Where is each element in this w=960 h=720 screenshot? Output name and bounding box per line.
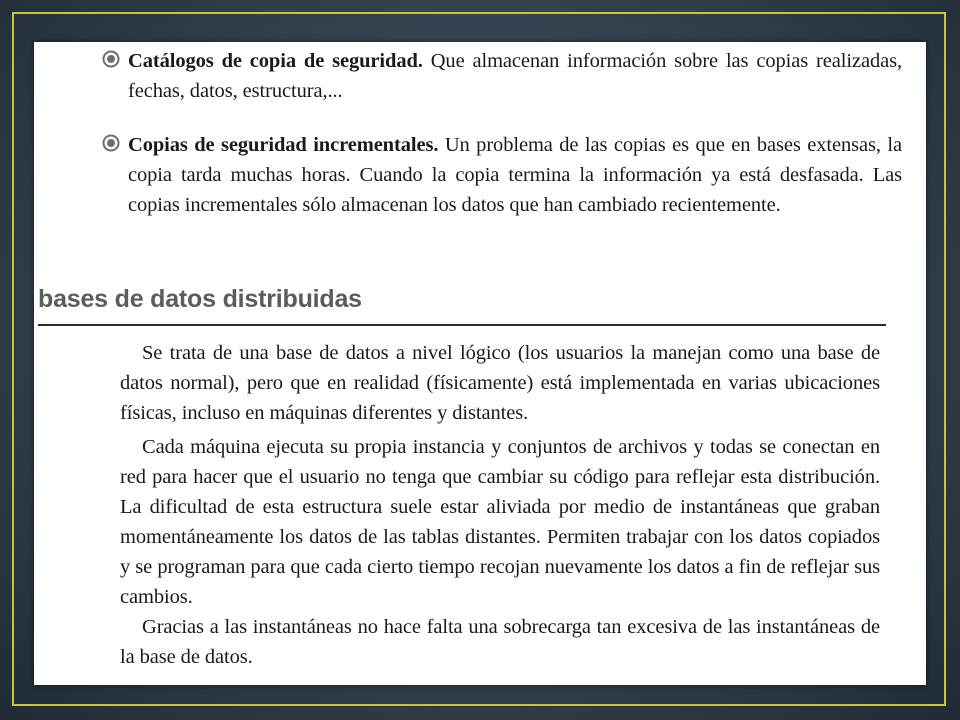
radio-bullet-icon [102,50,128,73]
paragraph: Gracias a las instantáneas no hace falta una sobrecarga tan excesiva de las instantáneas de la base de datos. [120,616,880,668]
section-divider [38,324,886,326]
document-page [34,42,926,685]
section-title: bases de datos distribuidas [38,285,362,313]
bullet-term: Copias de seguridad incrementales. [128,134,439,156]
bullet-term: Catálogos de copia de seguridad. [128,50,423,72]
bullet-description: Un problema de las copias es que en bases extensas, la copia tarda muchas horas. Cuando la copia termina la información ya está desfasada. Las copias incrementales sólo almacenan los datos que han cambiado recientemente. [128,134,902,216]
bullet-text [128,130,902,220]
bullet-description: Que almacenan información sobre las copias realizadas, fechas, datos, estructura,... [128,50,903,102]
bullet-item-incrementales [102,130,902,220]
bullet-text [128,46,902,106]
paragraph: Se trata de una base de datos a nivel lógico (los usuarios la manejan como una base de datos normal), pero que en realidad (físicamente) está implementada en varias ubicaciones físicas, incluso en máquinas diferentes y distantes. [120,342,880,424]
paragraph: Cada máquina ejecuta su propia instancia y conjuntos de archivos y todas se conectan en red para hacer que el usuario no tenga que cambiar su código para reflejar esta distribución. La dificultad de esta estructura suele estar aliviada por medio de instantáneas que graban momentáneamente los datos de las tablas distantes. Permiten trabajar con los datos copiados y se programan para que cada cierto tiempo recojan nuevamente los datos a fin de reflejar sus cambios. [120,436,880,608]
radio-bullet-icon [102,134,128,157]
bullet-item-catalogos [102,46,902,106]
